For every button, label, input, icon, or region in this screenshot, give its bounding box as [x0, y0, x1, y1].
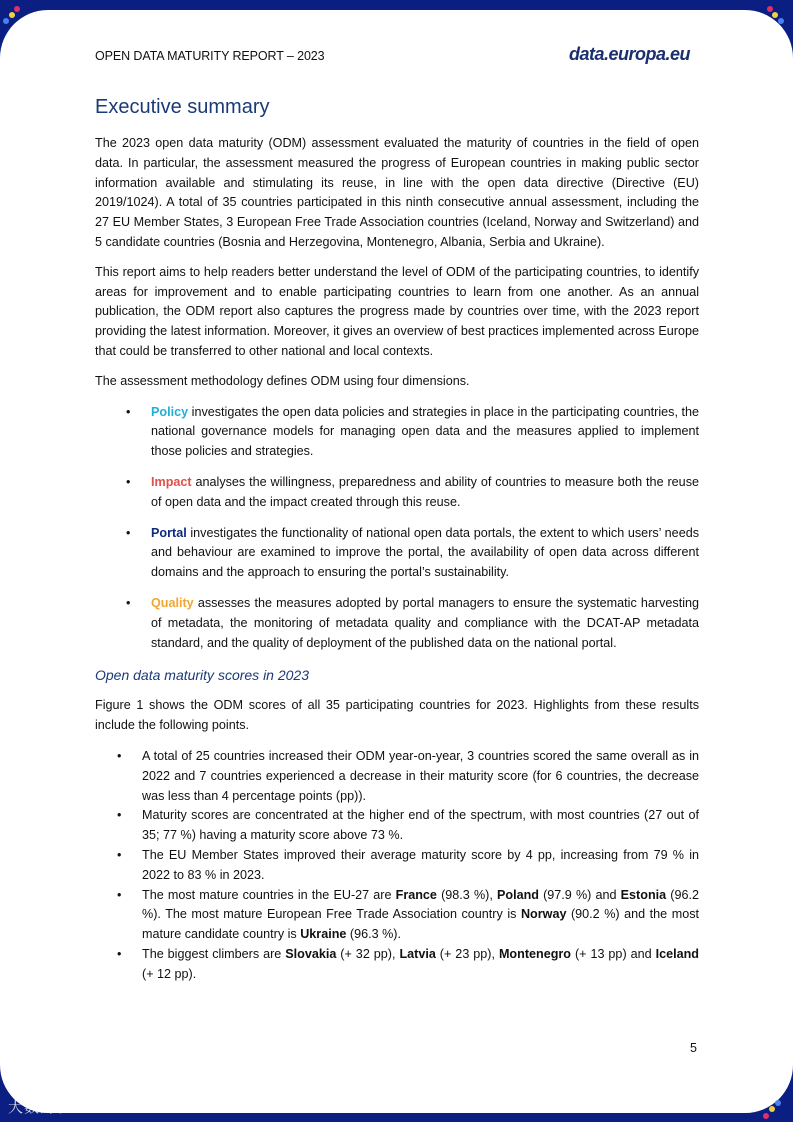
data-europa-logo: data.europa.eu	[569, 44, 691, 64]
country: France	[395, 887, 437, 902]
paragraph: Figure 1 shows the ODM scores of all 35 participating countries for 2023. Highlights from these results include the following points.	[95, 698, 699, 733]
highlight-item: • Maturity scores are concentrated at the higher end of the spectrum, with most countries (27 out of 35; 77 %) having a maturity score above 73 %.	[95, 806, 699, 846]
highlights-list	[95, 747, 699, 985]
country: Poland	[496, 887, 539, 902]
section-heading: Executive summary	[95, 96, 270, 118]
text: (+ 13 pp) and	[571, 946, 656, 961]
dimension-name: Policy	[151, 404, 189, 419]
paragraph: This report aims to help readers better understand the level of ODM of the participating countries, to identify areas for improvement and to enable participating countries to learn from one another. As an annual publication, the ODM report also captures the progress made by countries over time, with the 2023 report providing the latest information. Moreover, it gives an overview of best practices implemented across Europe that could be transferred to other national and local contexts.	[95, 264, 699, 358]
paragraph: The 2023 open data maturity (ODM) assessment evaluated the maturity of countries in the field of open data. In particular, the assessment measured the progress of European countries in making public sector information available and stimulating its reuse, in line with the open data directive (Directive (EU) 2019/1024). A total of 35 countries participated in this ninth consecutive annual assessment, including the 27 EU Member States, 3 European Free Trade Association countries (Iceland, Norway and Switzerland) and 5 candidate countries (Bosnia and Herzegovina, Montenegro, Albania, Serbia and Ukraine).	[95, 136, 699, 249]
text: (+ 23 pp),	[435, 946, 499, 961]
decor-dot	[14, 6, 20, 12]
decor-dot	[3, 18, 9, 24]
text: (90.2 %) and the most mature candidate country is	[142, 907, 700, 942]
country: Norway	[520, 907, 567, 922]
decor-dot	[763, 1113, 769, 1119]
highlight-item	[95, 886, 699, 945]
decor-dot	[772, 12, 778, 18]
dimension-name: Portal	[151, 525, 187, 540]
document-body	[95, 94, 699, 984]
decor-dot	[767, 6, 773, 12]
dimension-item	[95, 524, 699, 583]
decor-dot	[769, 1106, 775, 1112]
country: Latvia	[399, 946, 436, 961]
dimension-name: Quality	[151, 595, 194, 610]
dimension-item	[95, 403, 699, 462]
text: (+ 12 pp).	[142, 966, 197, 981]
country: Iceland	[655, 946, 699, 961]
decor-dot	[778, 18, 784, 24]
text: The most mature countries in the EU-27 are	[142, 887, 396, 902]
paragraph: The assessment methodology defines ODM using four dimensions.	[95, 373, 470, 388]
text: (98.3 %),	[436, 887, 497, 902]
subheading: Open data maturity scores in 2023	[95, 667, 310, 684]
text: (96.2 %). The most mature European Free Trade Association country is	[142, 887, 700, 922]
country: Ukraine	[300, 927, 347, 942]
country: Slovakia	[285, 946, 337, 961]
dimension-text: assesses the measures adopted by portal managers to ensure the systematic harvesting of metadata, the monitoring of metadata quality and compliance with the DCAT-AP metadata standard, and the quality of deployment of the published data on the national portal.	[151, 595, 699, 650]
country: Estonia	[620, 887, 667, 902]
dimensions-list	[95, 403, 699, 654]
country: Montenegro	[498, 946, 571, 961]
highlight-item: • The EU Member States improved their average maturity score by 4 pp, increasing from 79 % in 2022 to 83 % in 2023.	[95, 846, 699, 886]
page-number: 5	[690, 1041, 697, 1055]
text: (+ 32 pp),	[336, 946, 400, 961]
text: (96.3 %).	[346, 927, 401, 942]
text: The biggest climbers are	[142, 946, 286, 961]
dimension-text: analyses the willingness, preparedness and ability of countries to measure both the reuse of open data and the impact created through this reuse.	[151, 474, 699, 509]
highlight-item: • A total of 25 countries increased their ODM year-on-year, 3 countries scored the same overall as in 2022 and 7 countries experienced a decrease in their maturity score (for 6 countries, the decrease was less than 4 percentage points (pp)).	[95, 747, 699, 806]
dimension-item	[95, 594, 699, 653]
highlight-item	[95, 945, 699, 985]
decor-dot	[9, 12, 15, 18]
text: (97.9 %) and	[538, 887, 621, 902]
report-header-title: OPEN DATA MATURITY REPORT – 2023	[95, 49, 325, 63]
decor-dot	[775, 1100, 781, 1106]
dimension-text: investigates the functionality of national open data portals, the extent to which users’ needs and behaviour are examined to improve the portal, the availability of open data across different domains and the approach to ensuring the portal’s sustainability.	[151, 525, 699, 580]
dimension-name: Impact	[151, 474, 192, 489]
watermark: 大数跨境	[8, 1099, 73, 1116]
dimension-text: investigates the open data policies and strategies in place in the participating countries, the national governance models for managing open data and the measures applied to implement those policies and strategies.	[151, 404, 699, 459]
dimension-item	[95, 473, 699, 513]
